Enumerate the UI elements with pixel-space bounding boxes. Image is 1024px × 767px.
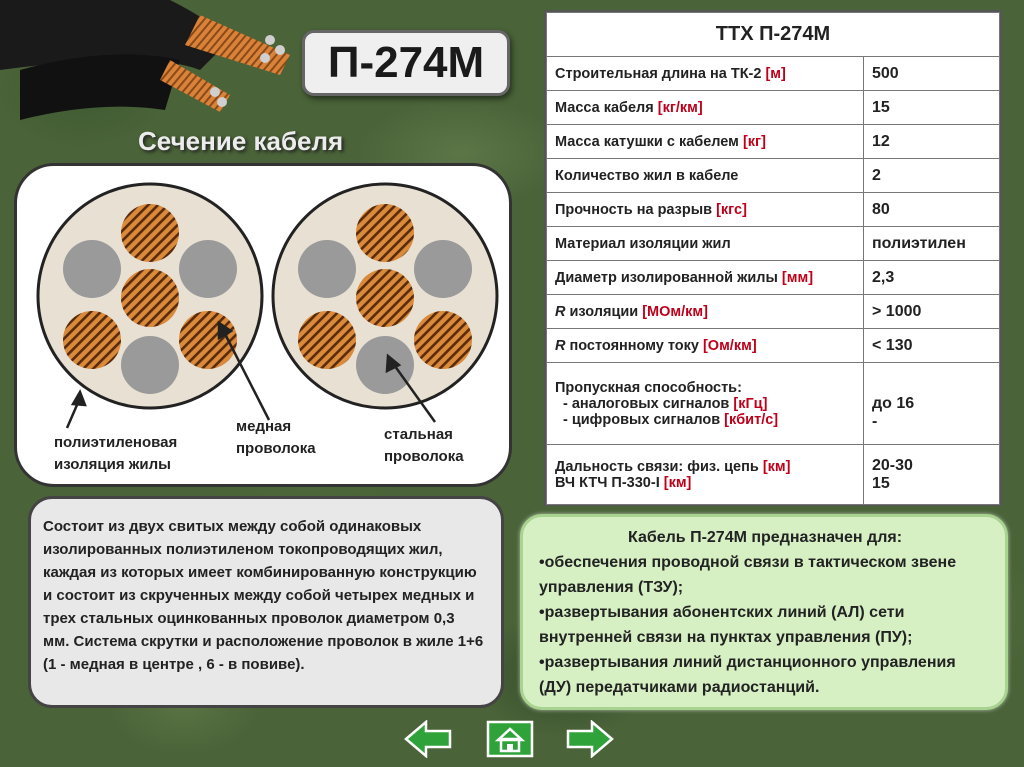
spec-label: R постоянному току [Ом/км] [547, 329, 864, 363]
page-title: П-274М [302, 30, 510, 96]
spec-row [547, 57, 1000, 91]
spec-row [547, 159, 1000, 193]
spec-label: Количество жил в кабеле [547, 159, 864, 193]
steel-wire [179, 240, 237, 298]
spec-unit: [м] [765, 65, 786, 82]
throughput-digital-value: - [872, 412, 878, 430]
spec-value [864, 363, 1000, 445]
steel-wire [121, 336, 179, 394]
copper-label-line1: медная [236, 418, 292, 435]
copper-wire [63, 311, 121, 369]
spec-label: Диаметр изолированной жилы [мм] [547, 261, 864, 295]
steel-label-line1: стальная [384, 426, 453, 443]
spec-value: < 130 [864, 329, 1000, 363]
insulation-label-line1: полиэтиленовая [54, 434, 178, 451]
purpose-item: •развертывания линий дистанционного управления (ДУ) передатчиками радиостанций. [539, 654, 956, 696]
copper-wire [121, 204, 179, 262]
copper-wire-center [121, 269, 179, 327]
spec-label [547, 445, 864, 505]
spec-label: Масса катушки с кабелем [кг] [547, 125, 864, 159]
spec-value: 2,3 [864, 261, 1000, 295]
steel-wire [63, 240, 121, 298]
spec-table [544, 10, 1002, 506]
spec-row [547, 193, 1000, 227]
home-icon[interactable] [486, 720, 534, 758]
throughput-label: Пропускная способность: [555, 379, 742, 396]
spec-unit: [МОм/км] [642, 303, 708, 320]
spec-value: 500 [864, 57, 1000, 91]
spec-unit: [кгс] [716, 201, 747, 218]
spec-row [547, 329, 1000, 363]
spec-value: 80 [864, 193, 1000, 227]
purpose-item: •развертывания абонентских линий (АЛ) сети внутренней связи на пунктах управления (ПУ); [539, 604, 913, 646]
spec-label: Прочность на разрыв [кгс] [547, 193, 864, 227]
insulation-label [54, 432, 177, 476]
cable-illustration [0, 0, 300, 130]
spec-row [547, 261, 1000, 295]
range-line2: ВЧ КТЧ П-330-I [км] [555, 474, 692, 491]
spec-row-throughput [547, 363, 1000, 445]
spec-value: 15 [864, 91, 1000, 125]
spec-unit: [кг] [742, 133, 766, 150]
throughput-analog: - аналоговых сигналов [кГц] [563, 395, 768, 412]
core-left [38, 184, 262, 408]
spec-value: 2 [864, 159, 1000, 193]
spec-row [547, 91, 1000, 125]
copper-label [236, 416, 316, 460]
steel-label-line2: проволока [384, 448, 464, 465]
insulation-label-line2: изоляция жилы [54, 456, 171, 473]
spec-value: полиэтилен [864, 227, 1000, 261]
spec-row [547, 295, 1000, 329]
spec-header: ТТХ П-274М [547, 13, 1000, 57]
steel-label [384, 424, 464, 468]
spec-row [547, 227, 1000, 261]
purpose-box [520, 514, 1008, 710]
spec-unit: [кг/км] [657, 99, 703, 116]
spec-row-range [547, 445, 1000, 505]
arrow-left-icon[interactable] [404, 720, 452, 758]
spec-value: > 1000 [864, 295, 1000, 329]
throughput-digital: - цифровых сигналов [кбит/с] [563, 411, 779, 428]
throughput-analog-value: до 16 [872, 394, 915, 412]
purpose-title: Кабель П-274М предназначен для: [627, 529, 903, 546]
purpose-item: •обеспечения проводной связи в тактическом звене управления (ТЗУ); [539, 554, 957, 596]
arrow-right-icon[interactable] [566, 720, 614, 758]
spec-value: 12 [864, 125, 1000, 159]
spec-label: Строительная длина на ТК-2 [м] [547, 57, 864, 91]
spec-label: R изоляции [МОм/км] [547, 295, 864, 329]
core-right [273, 184, 497, 408]
copper-label-line2: проволока [236, 440, 316, 457]
spec-label: Материал изоляции жил [547, 227, 864, 261]
range-line1: Дальность связи: физ. цепь [км] [555, 458, 791, 475]
spec-row [547, 125, 1000, 159]
spec-unit: [мм] [781, 269, 814, 286]
spec-label [547, 363, 864, 445]
section-title: Сечение кабеля [138, 126, 344, 156]
spec-value [864, 445, 1000, 505]
description-box: Состоит из двух свитых между собой одинаковых изолированных полиэтиленом токопроводящих жил, каждая из которых имеет комбинированную конструкцию и состоит из скрученных между собой четырех медных и трех стальных оцинкованных проволок диаметром 0,3 мм. Система скрутки и расположение проволок в жиле 1+6 (1 - медная в центре , 6 - в повиве). [28, 496, 504, 708]
range-value2: 15 [872, 474, 890, 492]
spec-label: Масса кабеля [кг/км] [547, 91, 864, 125]
spec-unit: [Ом/км] [702, 337, 757, 354]
range-value1: 20-30 [872, 456, 913, 474]
